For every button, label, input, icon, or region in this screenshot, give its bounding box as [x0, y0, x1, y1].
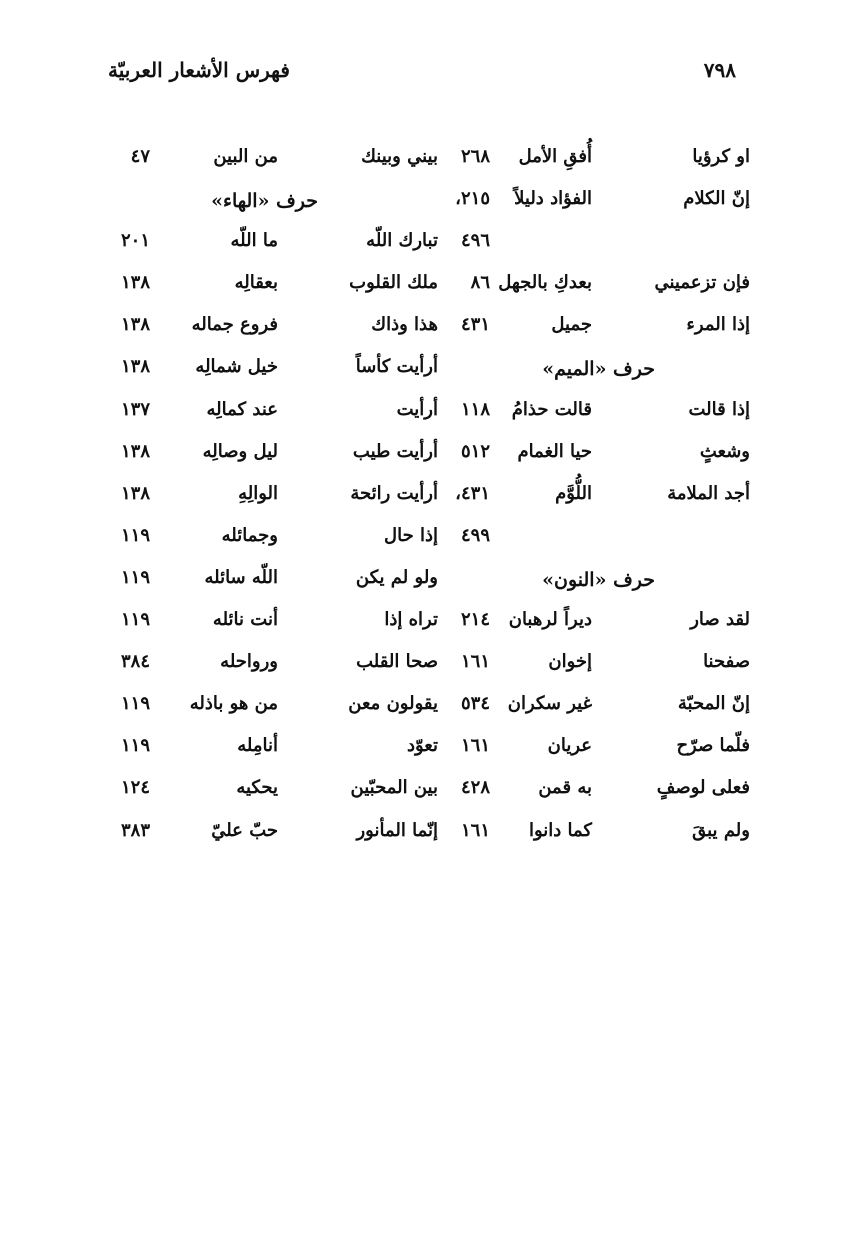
verse-ending: يحكيه [236, 777, 278, 799]
page-reference: ٢٦٨ [460, 146, 490, 167]
page-reference: ١٣٨ [120, 482, 150, 504]
verse-ending: حيا الغمام [517, 440, 592, 462]
verse-ending: عند كمالِه [206, 398, 278, 420]
index-entry [432, 517, 750, 559]
verse-ending: غير سكران [507, 693, 592, 715]
verse-opening: صفحنا [703, 651, 750, 673]
verse-ending: عريان [547, 735, 592, 757]
index-entry [98, 264, 438, 306]
page-reference: ٤٢٨ [460, 777, 490, 799]
page-reference: ٢١٥، [455, 188, 490, 210]
verse-ending: من هو باذله [189, 693, 278, 715]
verse-opening: صحا القلب [356, 651, 438, 673]
verse-opening: فإن تزعميني [654, 272, 750, 294]
index-entry [432, 685, 750, 727]
verse-opening: إنّما المأنور [356, 819, 438, 841]
section-heading [98, 180, 438, 222]
index-entry [98, 391, 438, 433]
verse-ending: ما اللّه [230, 230, 278, 252]
page-reference: ٤٣١، [455, 482, 490, 504]
verse-opening: إنّ الكلام [683, 188, 750, 210]
verse-ending: ديراً لرهبان [508, 609, 592, 631]
verse-opening: بيني وبينك [361, 146, 438, 167]
page-reference: ١٦١ [460, 651, 490, 673]
verse-opening: بين المحبّين [350, 777, 438, 799]
index-entry [98, 812, 438, 854]
verse-opening: او كرؤيا [692, 146, 750, 167]
page-reference: ١١٩ [120, 609, 150, 631]
verse-opening: ملك القلوب [349, 272, 438, 294]
section-heading [432, 348, 750, 390]
page-reference: ١٣٨ [120, 272, 150, 294]
index-entry [98, 433, 438, 475]
verse-opening: تراه إذا [384, 609, 438, 631]
page-reference: ١٣٧ [120, 398, 150, 420]
index-entry [432, 433, 750, 475]
verse-opening: هذا وذاك [371, 314, 438, 336]
page-reference: ٤٧ [130, 146, 150, 167]
verse-ending: من البين [213, 146, 278, 167]
verse-opening: فعلى لوصفٍ [656, 777, 750, 799]
page-reference: ١٣٨ [120, 440, 150, 462]
page-reference: ١٣٨ [120, 314, 150, 336]
page-reference: ١٢٤ [120, 777, 150, 799]
index-entry [432, 769, 750, 811]
page-reference: ١١٩ [120, 735, 150, 757]
index-entry [98, 222, 438, 264]
verse-ending: كما دانوا [528, 819, 592, 841]
verse-opening: فلّما صرّح [676, 735, 750, 757]
verse-ending: اللّه سائله [204, 566, 278, 588]
verse-ending: خيل شمالِه [195, 356, 278, 378]
verse-opening: إذا حال [384, 524, 438, 546]
left-column [98, 138, 438, 854]
page-reference: ٤٩٦ [460, 230, 490, 252]
verse-opening: لقد صار [690, 609, 750, 631]
section-title: حرف «الهاء» [211, 190, 318, 213]
page-reference: ١٦١ [460, 819, 490, 841]
page-reference: ٢٠١ [120, 230, 150, 252]
index-entry [432, 643, 750, 685]
section-title: حرف «الميم» [542, 358, 655, 381]
verse-ending: اللُّوَّم [555, 482, 592, 504]
right-column [432, 138, 750, 854]
verse-ending: الفؤاد دليلاً [514, 188, 592, 210]
section-heading [432, 559, 750, 601]
page-reference: ٤٣١ [460, 314, 490, 336]
verse-ending: أُفقِ الأمل [518, 146, 592, 167]
verse-opening: يقولون معن [348, 693, 438, 715]
page-number: ٧٩٨ [703, 58, 736, 82]
index-entry [98, 643, 438, 685]
verse-opening: إنّ المحبّة [677, 693, 750, 715]
index-entry [432, 727, 750, 769]
page-reference: ٣٨٣ [120, 819, 150, 841]
verse-opening: إذا قالت [688, 398, 750, 420]
index-entry [432, 391, 750, 433]
verse-ending: أنت نائله [212, 609, 278, 631]
verse-opening: تبارك اللّه [366, 230, 438, 252]
page-reference: ٣٨٤ [120, 651, 150, 673]
index-entry [98, 685, 438, 727]
index-entry [98, 769, 438, 811]
verse-opening: أرأيت طيب [352, 440, 438, 462]
verse-ending: جميل [551, 314, 592, 336]
verse-ending: إخوان [548, 651, 592, 673]
page-reference: ٤٩٩ [460, 524, 490, 546]
index-entry [98, 517, 438, 559]
verse-opening: وشعثٍ [699, 440, 750, 462]
verse-ending: وجمائله [221, 524, 278, 546]
verse-opening: أرأيت كأساً [355, 356, 438, 378]
index-entry [98, 348, 438, 390]
page-reference: ١١٩ [120, 524, 150, 546]
verse-ending: ليل وصالِه [202, 440, 278, 462]
page-reference: ٢١٤ [460, 609, 490, 631]
index-entry [98, 306, 438, 348]
running-title: فهرس الأشعار العربيّة [108, 58, 290, 82]
index-entry [98, 138, 438, 180]
verse-opening: أرأيت رائحة [350, 482, 438, 504]
index-entry [98, 601, 438, 643]
verse-opening: أرأيت [396, 398, 438, 420]
verse-ending: أنامِله [237, 735, 278, 757]
verse-ending: ورواحله [220, 651, 278, 673]
verse-ending: فروع جماله [191, 314, 278, 336]
index-entry [432, 812, 750, 854]
page-reference: ١١٩ [120, 566, 150, 588]
index-entry [98, 727, 438, 769]
index-entry [432, 180, 750, 222]
index-entry [98, 559, 438, 601]
verse-opening: إذا المرء [686, 314, 750, 336]
verse-ending: الوالِهِ [238, 482, 278, 504]
page-reference: ١١٩ [120, 693, 150, 715]
index-entry [432, 306, 750, 348]
index-entry [432, 222, 750, 264]
page-reference: ٥١٢ [460, 440, 490, 462]
page-reference: ١٦١ [460, 735, 490, 757]
page-reference: ١٣٨ [120, 356, 150, 378]
verse-ending: قالت حذامُ [511, 398, 592, 420]
verse-opening: ولو لم يكن [355, 566, 438, 588]
index-entry [432, 138, 750, 180]
verse-ending: حبّ عليّ [211, 819, 278, 841]
verse-opening: تعوّد [406, 735, 438, 757]
verse-opening: أجد الملامة [667, 482, 750, 504]
index-entry [98, 475, 438, 517]
index-entry [432, 601, 750, 643]
section-title: حرف «النون» [542, 568, 655, 591]
verse-opening: ولم يبقَ [692, 819, 750, 841]
page-reference: ٥٣٤ [460, 693, 490, 715]
index-entry [432, 264, 750, 306]
verse-ending: بعقالِه [234, 272, 278, 294]
verse-ending: بعدكِ بالجهل [498, 272, 592, 294]
verse-ending: به قمن [538, 777, 592, 799]
page-reference: ٨٦ [470, 272, 490, 294]
index-entry [432, 475, 750, 517]
page-reference: ١١٨ [460, 398, 490, 420]
